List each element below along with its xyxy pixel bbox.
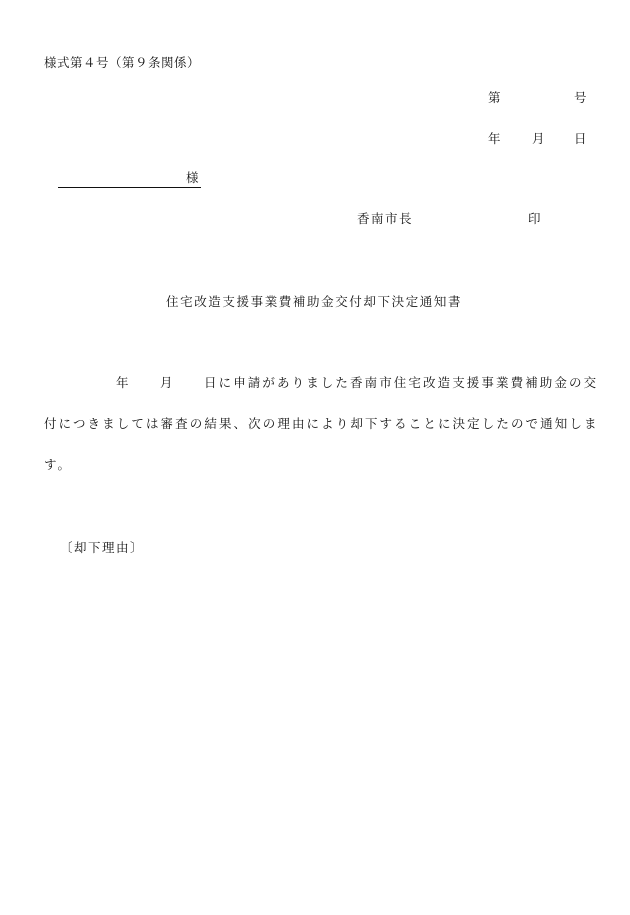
seal-mark: 印	[528, 211, 541, 226]
document-title: 住宅改造支援事業費補助金交付却下決定通知書	[166, 294, 463, 309]
addressee-blank-line	[58, 172, 201, 188]
rejection-reason-heading: 〔却下理由〕	[60, 540, 145, 555]
body-text-line-1: 日に申請がありました香南市住宅改造支援事業費補助金の交	[204, 375, 599, 390]
body-text-line-3: す。	[44, 457, 73, 472]
addressee-honorific: 様	[186, 170, 199, 185]
date-day-label: 日	[574, 131, 587, 146]
document-number-suffix: 号	[574, 90, 587, 105]
body-year-label: 年	[116, 375, 131, 390]
form-number: 様式第４号（第９条関係）	[44, 55, 201, 70]
document-number-prefix: 第	[488, 90, 501, 105]
date-year-label: 年	[488, 131, 501, 146]
issuer-title: 香南市長	[357, 211, 414, 226]
body-month-label: 月	[160, 375, 175, 390]
body-text-line-2: 付につきましては審査の結果、次の理由により却下することに決定したので通知しま	[44, 416, 599, 431]
date-month-label: 月	[532, 131, 545, 146]
